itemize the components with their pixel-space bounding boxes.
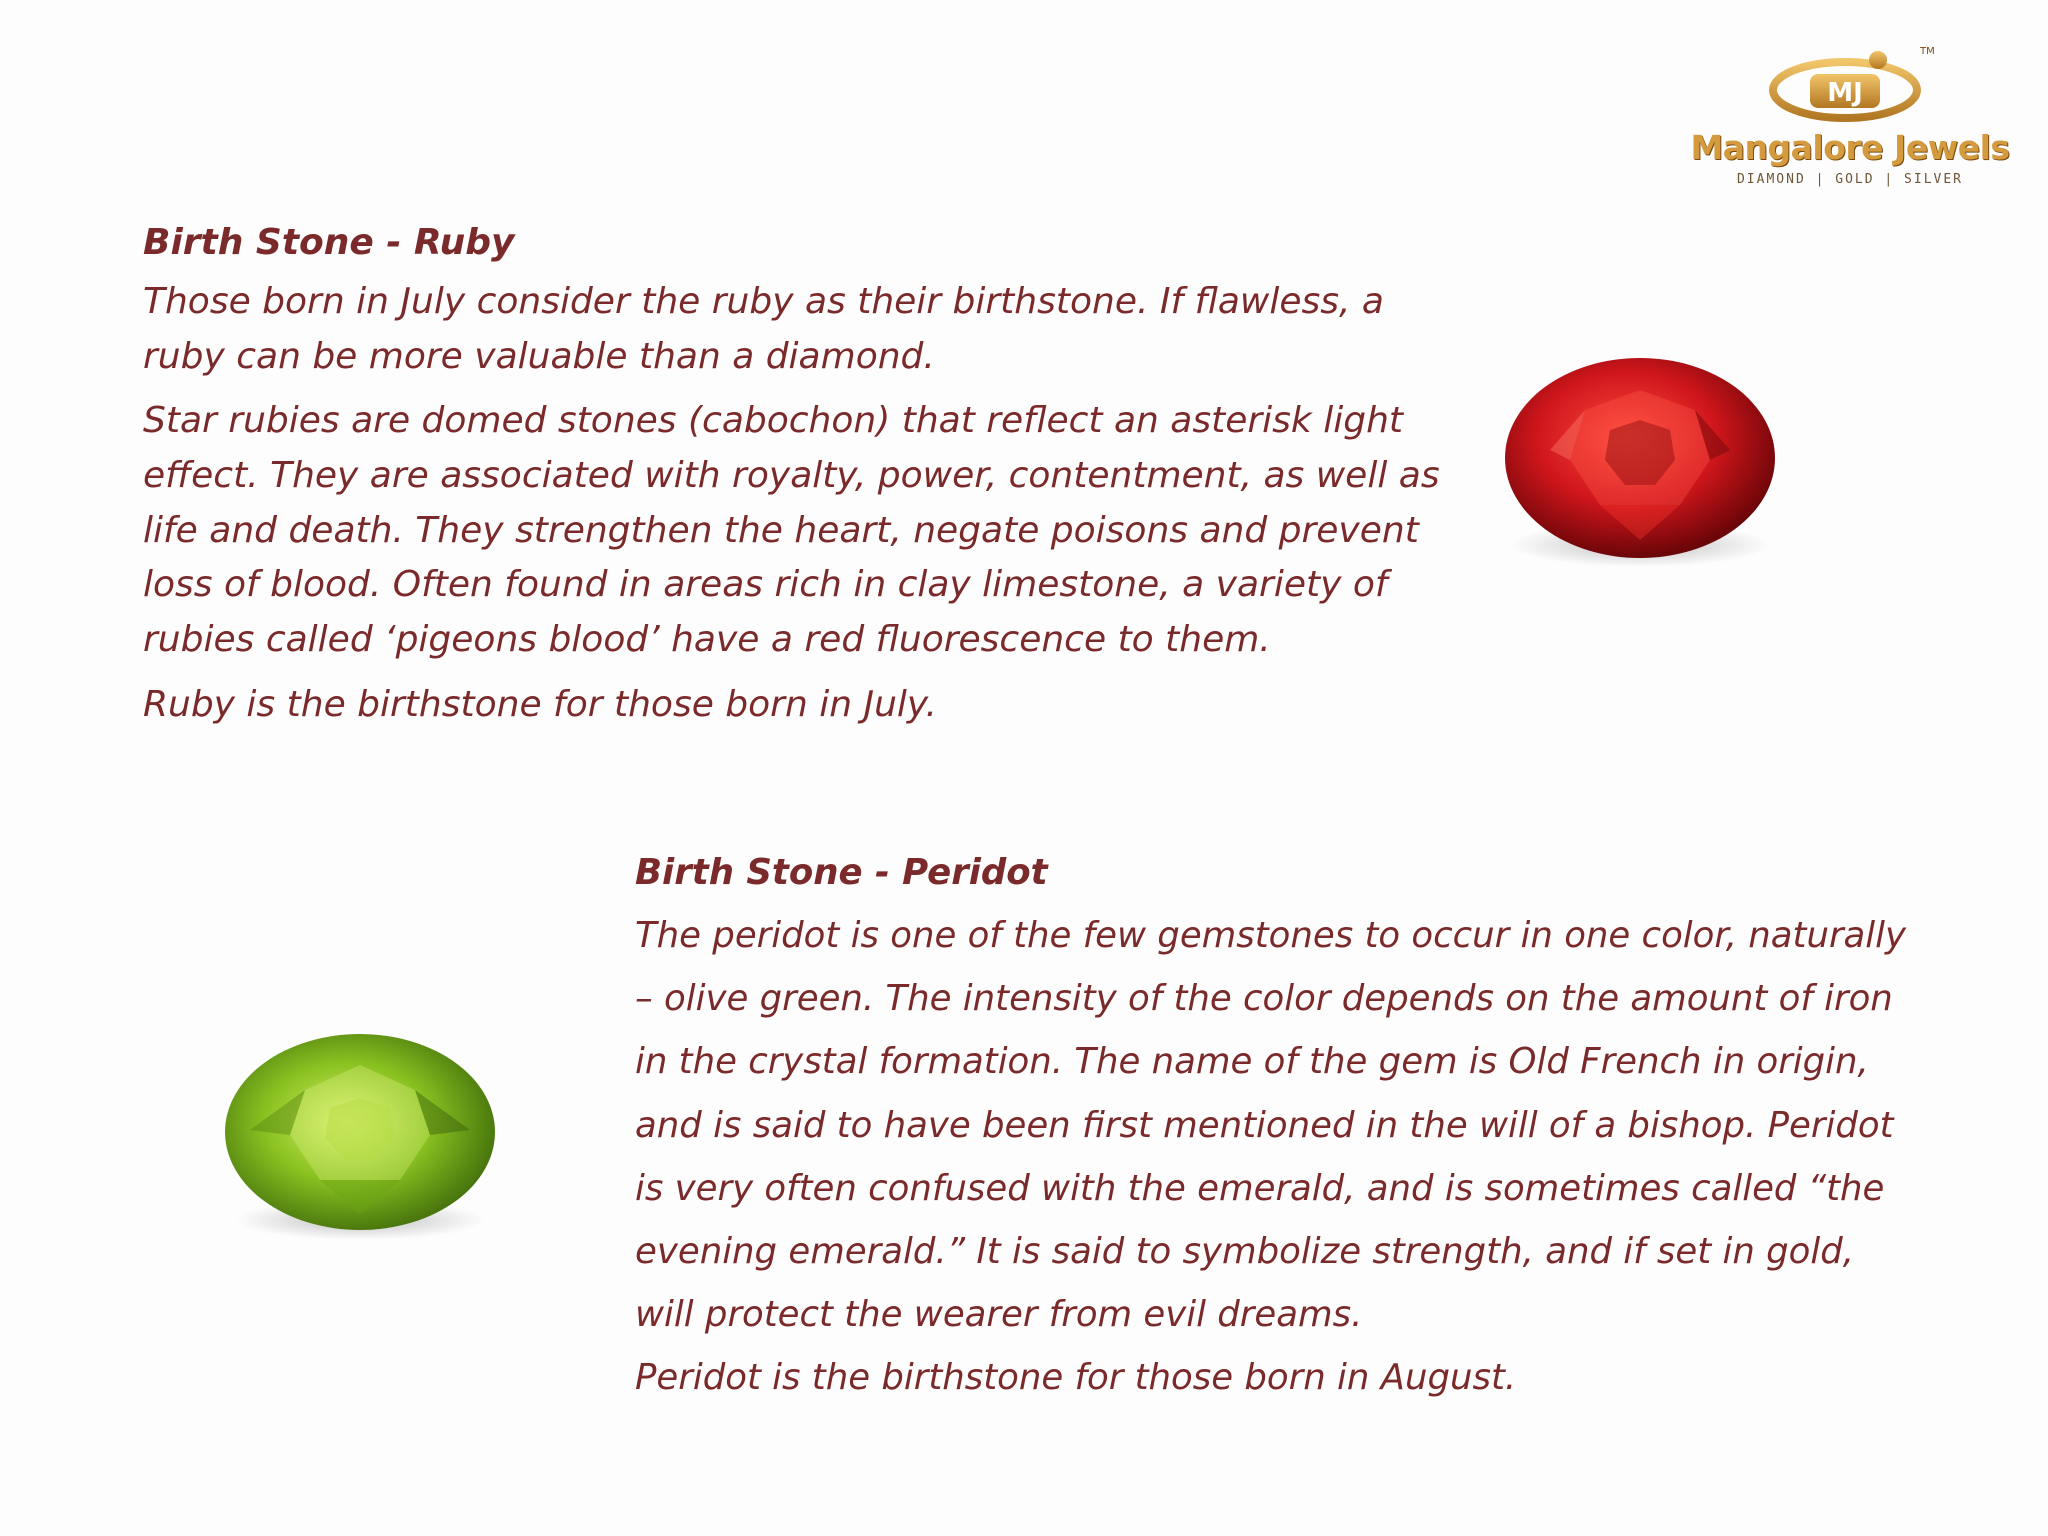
svg-text:MJ: MJ — [1827, 78, 1863, 108]
ruby-paragraph: Ruby is the birthstone for those born in July. — [143, 683, 937, 725]
ruby-heading: Birth Stone - Ruby — [143, 222, 515, 263]
peridot-gem-image — [210, 1020, 510, 1250]
peridot-section — [635, 845, 1935, 1410]
ruby-section — [143, 215, 1443, 743]
peridot-heading: Birth Stone - Peridot — [635, 852, 1048, 893]
ruby-paragraph: Star rubies are domed stones (cabochon) that reflect an asterisk light effect. They are associated with royalty, power, contentment, as well as life and death. They strengthen the heart, negate poisons and prevent loss of blood. Often found in areas rich in clay limestone, a variety of rubies called ‘pigeons blood’ have a red fluorescence to them. — [143, 400, 1440, 661]
peridot-paragraph: The peridot is one of the few gemstones to occur in one color, naturally – olive green. The intensity of the color depends on the amount of iron in the crystal formation. The name of the gem is Old French in origin, and is said to have been first mentioned in the will of a bishop. Peridot is very often confused with the emerald, and is sometimes called “the evening emerald.” It is said to symbolize strength, and if set in gold, will protect the wearer from evil dreams. — [635, 915, 1907, 1336]
ruby-gem-image — [1490, 340, 1790, 580]
peridot-paragraph: Peridot is the birthstone for those born in August. — [635, 1357, 1517, 1399]
svg-text:TM: TM — [1920, 46, 1935, 57]
brand-name: Mangalore Jewels — [1690, 128, 2010, 167]
logo-emblem-icon — [1760, 40, 1940, 130]
brand-tagline: DIAMOND | GOLD | SILVER — [1736, 172, 1963, 187]
ruby-paragraph: Those born in July consider the ruby as their birthstone. If flawless, a ruby can be more valuable than a diamond. — [143, 280, 1384, 377]
brand-logo — [1680, 40, 2020, 200]
